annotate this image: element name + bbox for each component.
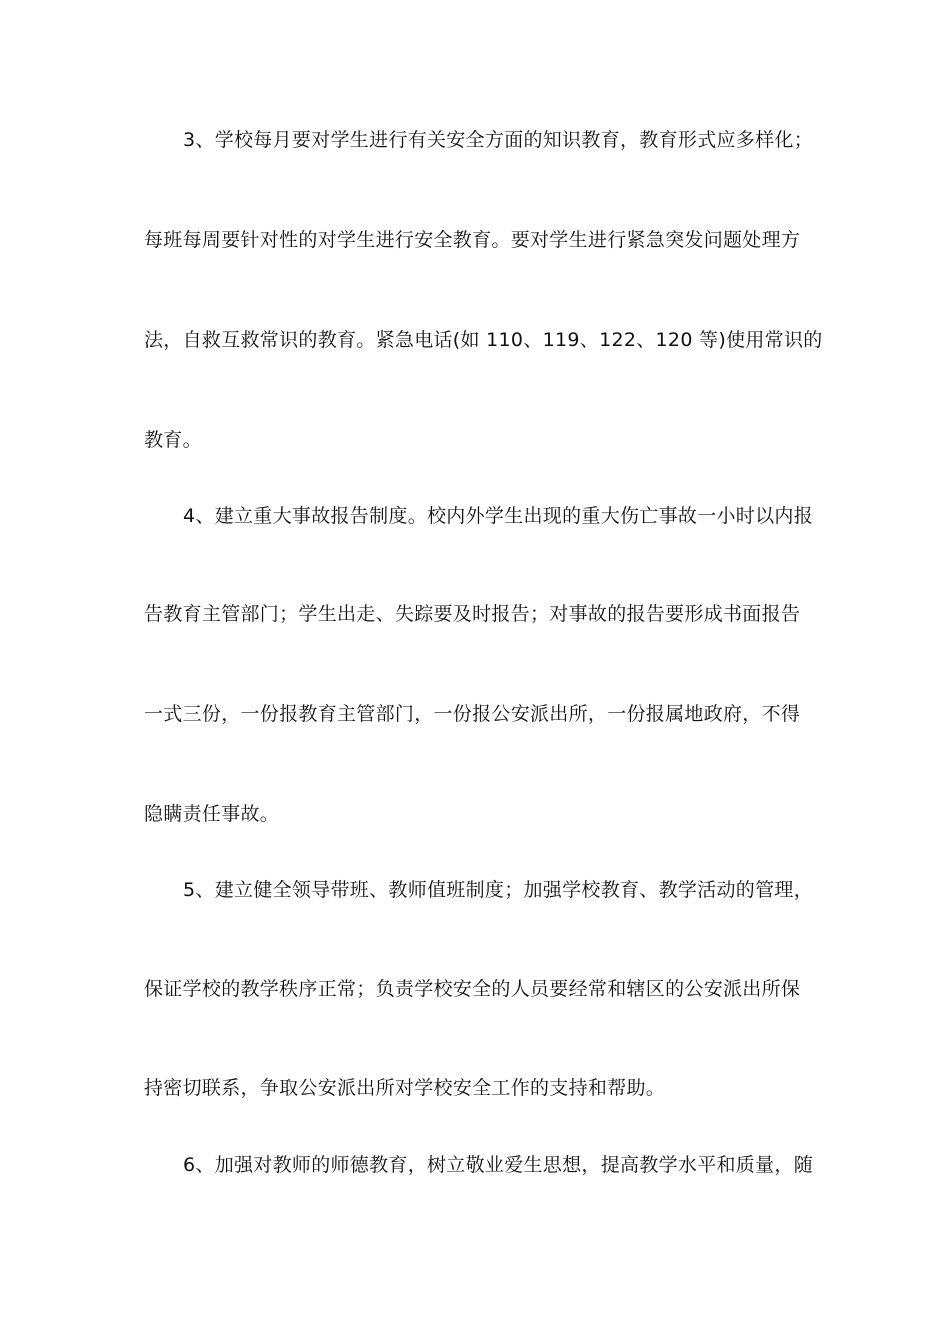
paragraph-3-line-2: 每班每周要针对性的对学生进行安全教育。要对学生进行紧急突发问题处理方: [144, 229, 801, 251]
paragraph-3-line-3: 法，自救互救常识的教育。紧急电话(如 110、119、122、120 等)使用常识的: [144, 329, 823, 351]
paragraph-4-line-1: 4、建立重大事故报告制度。校内外学生出现的重大伤亡事故一小时以内报: [183, 505, 813, 527]
paragraph-3-line-4: 教育。: [144, 429, 202, 451]
paragraph-5-line-1: 5、建立健全领导带班、教师值班制度；加强学校教育、教学活动的管理，: [183, 879, 813, 901]
paragraph-4-line-3: 一式三份，一份报教育主管部门，一份报公安派出所，一份报属地政府，不得: [144, 703, 801, 725]
paragraph-3-line-1: 3、学校每月要对学生进行有关安全方面的知识教育，教育形式应多样化；: [183, 129, 813, 151]
paragraph-5-line-3: 持密切联系，争取公安派出所对学校安全工作的支持和帮助。: [144, 1077, 666, 1099]
paragraph-4-line-2: 告教育主管部门；学生出走、失踪要及时报告；对事故的报告要形成书面报告: [144, 603, 801, 625]
paragraph-6-line-1: 6、加强对教师的师德教育，树立敬业爱生思想，提高教学水平和质量，随: [183, 1154, 813, 1176]
paragraph-4-line-4: 隐瞒责任事故。: [144, 803, 280, 825]
paragraph-5-line-2: 保证学校的教学秩序正常；负责学校安全的人员要经常和辖区的公安派出所保: [144, 978, 801, 1000]
